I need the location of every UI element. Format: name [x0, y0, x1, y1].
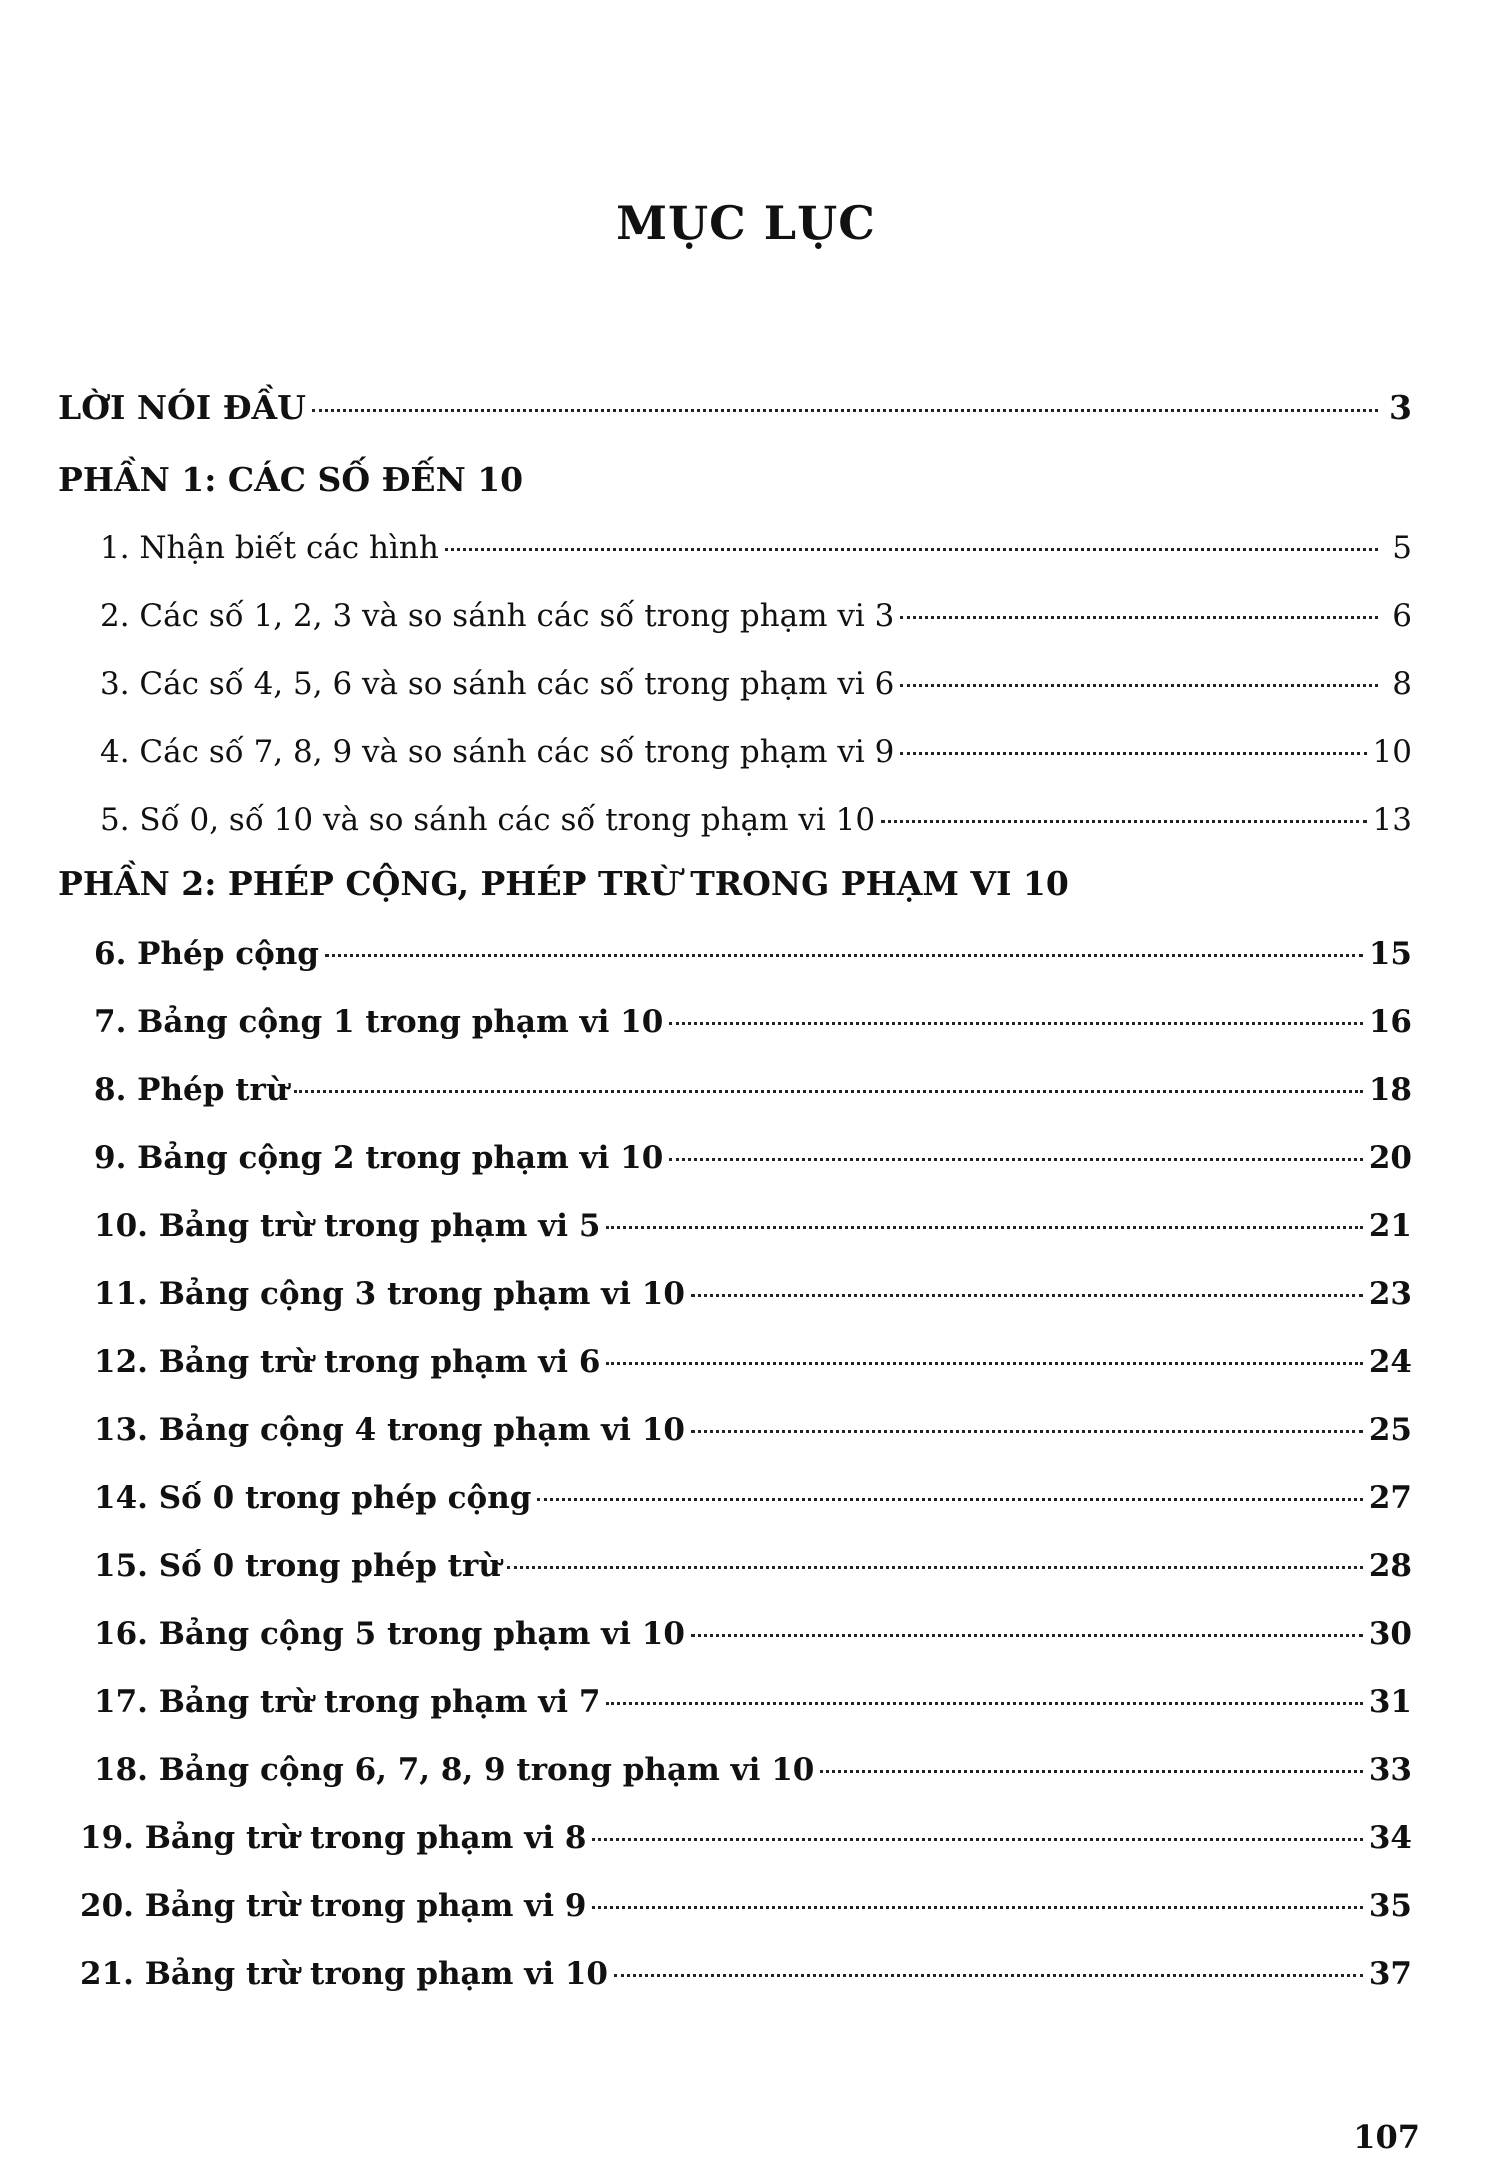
- toc-entry-label: 15. Số 0 trong phép trừ: [94, 1548, 501, 1584]
- dot-leader: [606, 1362, 1362, 1365]
- toc-entry-page: 35: [1368, 1888, 1412, 1924]
- toc-entry-page: 13: [1372, 802, 1412, 838]
- toc-entry-label: 12. Bảng trừ trong phạm vi 6: [94, 1344, 601, 1380]
- toc-entry-page: 25: [1368, 1412, 1412, 1448]
- toc-entry-page: 21: [1368, 1208, 1412, 1244]
- toc-entry-label: 18. Bảng cộng 6, 7, 8, 9 trong phạm vi 10: [94, 1752, 815, 1788]
- dot-leader: [691, 1294, 1363, 1297]
- toc-entry: [94, 1138, 1412, 1178]
- toc-entry-label: 6. Phép cộng: [94, 936, 319, 972]
- toc-entry-page: 5: [1392, 530, 1412, 566]
- toc-entry-label: 2. Các số 1, 2, 3 và so sánh các số trong phạm vi 3: [100, 598, 895, 634]
- dot-leader: [445, 548, 1378, 551]
- toc-entry-label: 5. Số 0, số 10 và so sánh các số trong phạm vi 10: [100, 802, 876, 838]
- toc-entry-page: 23: [1368, 1276, 1412, 1312]
- toc-entry: [94, 934, 1412, 974]
- toc-entry-page: 31: [1368, 1684, 1412, 1720]
- toc-entry: [80, 1954, 1412, 1994]
- toc-entry-label: 10. Bảng trừ trong phạm vi 5: [94, 1208, 601, 1244]
- toc-entry-label: 13. Bảng cộng 4 trong phạm vi 10: [94, 1412, 685, 1448]
- toc-entry-page: 15: [1368, 936, 1412, 972]
- dot-leader: [606, 1226, 1362, 1229]
- toc-entry-label: 14. Số 0 trong phép cộng: [94, 1480, 532, 1516]
- toc-entry: [94, 1274, 1412, 1314]
- toc-entry-page: 33: [1368, 1752, 1412, 1788]
- toc-entry-page: 6: [1392, 598, 1412, 634]
- toc-entry: [94, 1750, 1412, 1790]
- toc-entry-page: 16: [1368, 1004, 1412, 1040]
- toc-entry: [94, 1682, 1412, 1722]
- toc-entry-label: 20. Bảng trừ trong phạm vi 9: [80, 1888, 587, 1924]
- dot-leader: [669, 1158, 1363, 1161]
- dot-leader: [606, 1702, 1362, 1705]
- toc-entry: [94, 1070, 1412, 1110]
- toc-entry-page: 28: [1368, 1548, 1412, 1584]
- toc-entry-page: 20: [1368, 1140, 1412, 1176]
- toc-entry-label: 4. Các số 7, 8, 9 và so sánh các số trong phạm vi 9: [100, 734, 895, 770]
- toc-entry-label: 21. Bảng trừ trong phạm vi 10: [80, 1956, 608, 1992]
- dot-leader: [294, 1090, 1362, 1093]
- toc-entry-label: 9. Bảng cộng 2 trong phạm vi 10: [94, 1140, 664, 1176]
- toc-entry: [100, 732, 1412, 772]
- dot-leader: [312, 409, 1378, 412]
- dot-leader: [592, 1906, 1362, 1909]
- toc-entry-label: 7. Bảng cộng 1 trong phạm vi 10: [94, 1004, 664, 1040]
- toc-entry: [94, 1206, 1412, 1246]
- toc-entry-label: 8. Phép trừ: [94, 1072, 289, 1108]
- page-number: 107: [1353, 2118, 1420, 2156]
- dot-leader: [900, 616, 1378, 619]
- toc-entry: [80, 1818, 1412, 1858]
- dot-leader: [881, 820, 1366, 823]
- toc-entry-page: 18: [1368, 1072, 1412, 1108]
- toc-entry: [94, 1410, 1412, 1450]
- dot-leader: [614, 1974, 1363, 1977]
- toc-entry: [94, 1614, 1412, 1654]
- part-2-heading: PHẦN 2: PHÉP CỘNG, PHÉP TRỪ TRONG PHẠM VI 10: [58, 864, 1069, 903]
- toc-entry-label: 11. Bảng cộng 3 trong phạm vi 10: [94, 1276, 685, 1312]
- toc-entry: [100, 528, 1412, 568]
- toc-entry-page: 27: [1368, 1480, 1412, 1516]
- toc-entry-page: 30: [1368, 1616, 1412, 1652]
- toc-entry-preface: [58, 388, 1412, 428]
- toc-entry: [80, 1886, 1412, 1926]
- dot-leader: [820, 1770, 1363, 1773]
- dot-leader: [669, 1022, 1363, 1025]
- dot-leader: [691, 1430, 1363, 1433]
- part-1-heading: PHẦN 1: CÁC SỐ ĐẾN 10: [58, 460, 524, 499]
- toc-entry-label: 17. Bảng trừ trong phạm vi 7: [94, 1684, 601, 1720]
- toc-entry-label: LỜI NÓI ĐẦU: [58, 388, 306, 427]
- dot-leader: [507, 1566, 1363, 1569]
- dot-leader: [537, 1498, 1362, 1501]
- toc-entry-label: 16. Bảng cộng 5 trong phạm vi 10: [94, 1616, 685, 1652]
- toc-entry-page: 10: [1372, 734, 1412, 770]
- toc-entry: [100, 664, 1412, 704]
- toc-entry-label: 1. Nhận biết các hình: [100, 530, 439, 566]
- page-title: MỤC LỤC: [616, 196, 876, 250]
- toc-entry-page: 34: [1368, 1820, 1412, 1856]
- toc-entry: [100, 800, 1412, 840]
- toc-entry-label: 19. Bảng trừ trong phạm vi 8: [80, 1820, 587, 1856]
- dot-leader: [900, 752, 1366, 755]
- dot-leader: [900, 684, 1378, 687]
- toc-entry-page: 37: [1368, 1956, 1412, 1992]
- toc-entry-label: 3. Các số 4, 5, 6 và so sánh các số trong phạm vi 6: [100, 666, 895, 702]
- toc-entry-page: 8: [1392, 666, 1412, 702]
- dot-leader: [691, 1634, 1363, 1637]
- toc-entry-page: 24: [1368, 1344, 1412, 1380]
- toc-entry: [94, 1546, 1412, 1586]
- toc-entry: [100, 596, 1412, 636]
- toc-entry: [94, 1002, 1412, 1042]
- dot-leader: [325, 954, 1363, 957]
- toc-entry: [94, 1478, 1412, 1518]
- toc-entry-page: 3: [1389, 388, 1412, 427]
- dot-leader: [592, 1838, 1362, 1841]
- toc-entry: [94, 1342, 1412, 1382]
